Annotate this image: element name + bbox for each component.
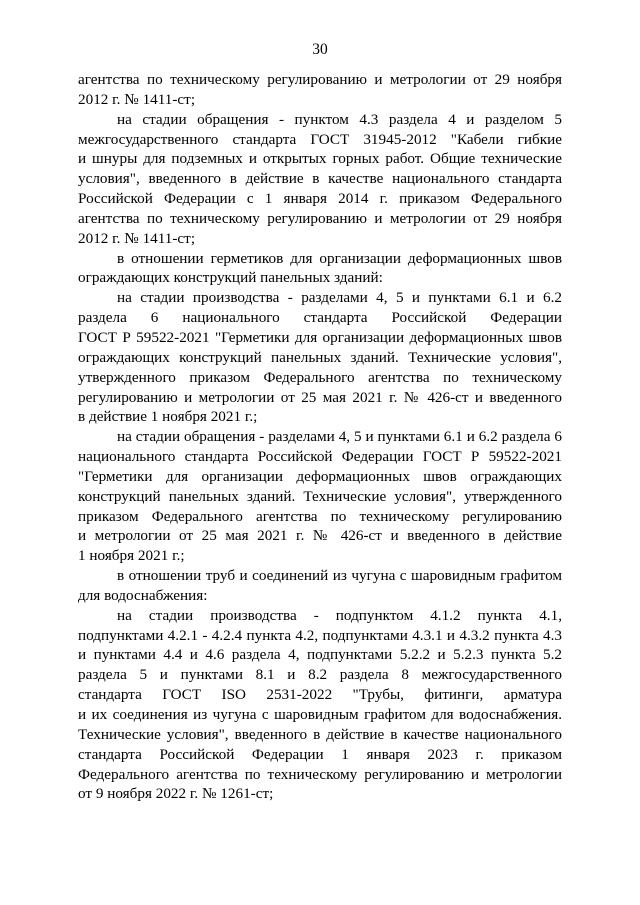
text-line: регулированию и метрологии от 25 мая 2021 г. № 426-ст и введенного [78,388,562,406]
text-line: Федерального агентства по техническому регулированию и метрологии [78,765,562,783]
text-line: на стадии производства - подпунктом 4.1.2 пункта 4.1, [117,606,562,624]
document-body [78,70,562,804]
text-line: условия", введенного в действие в качестве национального стандарта [78,170,562,188]
page-number: 30 [312,41,328,58]
text-line: агентства по техническому регулированию и метрологии от 29 ноября [78,71,562,88]
text-line: от 9 ноября 2022 г. № 1261-ст; [78,785,274,803]
text-line: ограждающих конструкций панельных зданий: [78,269,383,287]
text-line: национального стандарта Российской Федерации ГОСТ Р 59522-2021 [78,448,562,466]
text-line: Технические условия", введенного в действие в качестве национального [78,725,562,743]
text-line: утвержденного приказом Федерального агентства по техническому [78,368,562,386]
text-line: раздела 6 национального стандарта Российской Федерации [78,309,562,327]
text-line: Российской Федерации с 1 января 2014 г. приказом Федерального [78,190,562,208]
text-line: в действие 1 ноября 2021 г.; [78,408,258,426]
text-line: "Герметики для организации деформационных швов ограждающих [78,467,562,485]
text-line: конструкций панельных зданий. Технические условия", утвержденного [78,487,562,505]
text-line: для водоснабжения: [78,586,208,604]
text-line: межгосударственного стандарта ГОСТ 31945-2012 "Кабели гибкие [78,130,562,148]
text-line: и метрологии от 25 мая 2021 г. № 426-ст и введенного в действие [78,527,562,545]
text-line: 2012 г. № 1411-ст; [78,229,196,247]
text-line: в отношении труб и соединений из чугуна с шаровидным графитом [117,567,562,585]
text-line: и пунктами 4.4 и 4.6 раздела 4, подпунктами 5.2.2 и 5.2.3 пункта 5.2 [78,646,562,664]
text-line: и их соединения из чугуна с шаровидным графитом для водоснабжения. [78,706,562,723]
text-line: в отношении герметиков для организации деформационных швов [117,249,562,267]
text-line: на стадии производства - разделами 4, 5 и пунктами 6.1 и 6.2 [117,289,562,307]
text-line: раздела 5 и пунктами 8.1 и 8.2 раздела 8 межгосударственного [78,666,562,684]
text-line: на стадии обращения - разделами 4, 5 и пунктами 6.1 и 6.2 раздела 6 [117,428,562,446]
text-line: 2012 г. № 1411-ст; [78,90,196,108]
text-line: на стадии обращения - пунктом 4.3 раздела 4 и разделом 5 [117,110,562,128]
text-line: подпунктами 4.2.1 - 4.2.4 пункта 4.2, подпунктами 4.3.1 и 4.3.2 пункта 4.3 [78,626,562,644]
text-line: и шнуры для подземных и открытых горных работ. Общие технические [78,150,562,168]
text-line: приказом Федерального агентства по техническому регулированию [78,507,562,525]
text-line: агентства по техническому регулированию и метрологии от 29 ноября [78,209,562,227]
text-line: ГОСТ Р 59522-2021 "Герметики для организации деформационных швов [78,328,562,346]
text-line: стандарта ГОСТ ISO 2531-2022 "Трубы, фитинги, арматура [78,686,562,704]
text-line: 1 ноября 2021 г.; [78,547,185,565]
text-line: стандарта Российской Федерации 1 января 2023 г. приказом [78,745,562,763]
text-line: ограждающих конструкций панельных зданий. Технические условия", [78,348,562,366]
